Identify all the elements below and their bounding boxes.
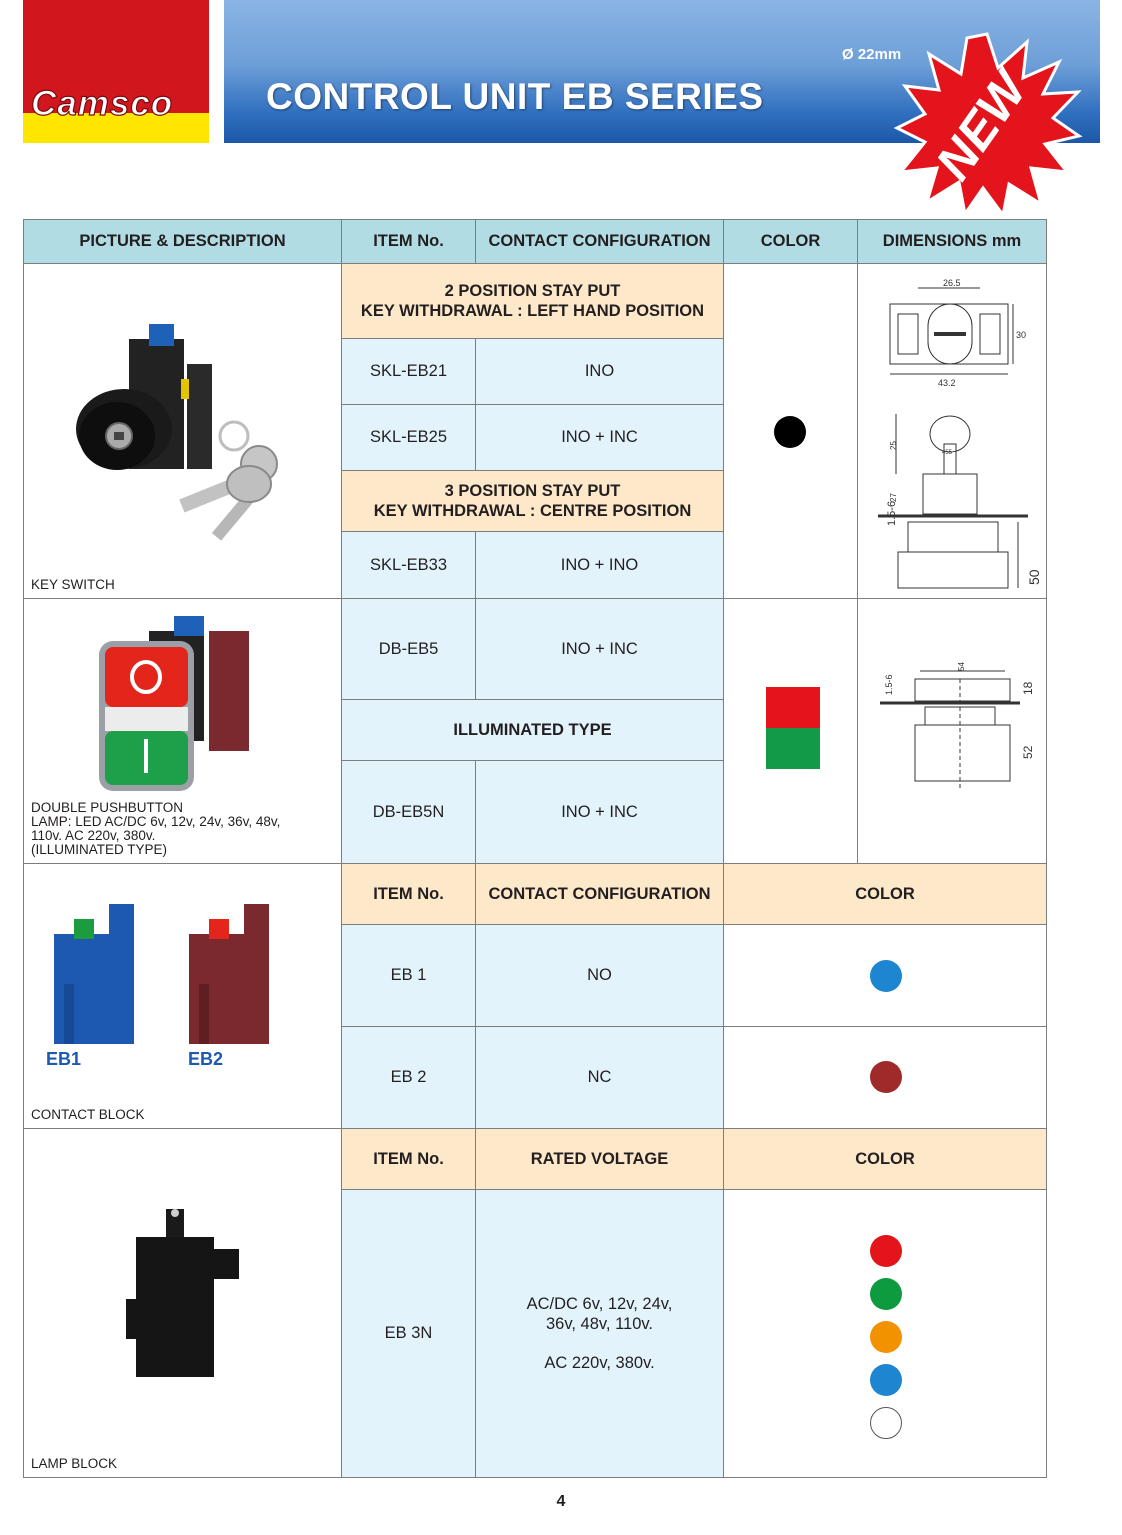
color-swatch-orange: [870, 1321, 902, 1353]
product-table: [23, 219, 1047, 1478]
config-cell: INO + INC: [475, 760, 724, 864]
dim-body-height: 27: [889, 493, 898, 502]
dim-key-height: 25: [889, 441, 898, 450]
desc-line: LAMP: LED AC/DC 6v, 12v, 24v, 36v, 48v,: [31, 814, 281, 829]
dim-panel: 1.5-6: [886, 500, 898, 526]
key-switch-picture-cell: [23, 263, 342, 599]
color-swatch-blue: [870, 1364, 902, 1396]
group1-line1: 2 POSITION STAY PUT: [444, 282, 621, 300]
color-swatch-red: [766, 687, 820, 728]
desc-line: 110v. AC 220v, 380v.: [31, 828, 156, 843]
voltage-cell: [475, 1189, 724, 1478]
dim-total: 50: [1026, 569, 1042, 585]
key-switch-image: [69, 324, 309, 554]
voltage-line: AC/DC 6v, 12v, 24v,: [526, 1295, 673, 1313]
desc-line: DOUBLE PUSHBUTTON: [31, 800, 184, 815]
double-pushbutton-dimension-drawing: [870, 659, 1040, 809]
lamp-block-image: [126, 1209, 246, 1379]
key-switch-color-cell: [723, 263, 858, 599]
key-switch-dimension-drawing: [868, 274, 1042, 594]
item-cell: DB-EB5: [341, 598, 476, 700]
contact-block-description: CONTACT BLOCK: [31, 1107, 145, 1122]
config-cell: NC: [475, 1026, 724, 1129]
double-pushbutton-description: [31, 801, 280, 857]
col-header-dimensions: DIMENSIONS mm: [857, 219, 1047, 264]
item-cell: SKL-EB25: [341, 404, 476, 471]
color-swatch-red: [870, 1235, 902, 1267]
lamp-block-picture-cell: [23, 1128, 342, 1478]
dim-bottom-width: 43.2: [938, 378, 956, 388]
new-starburst-badge: [895, 32, 1080, 217]
color-swatch-blue: [870, 960, 902, 992]
double-pushbutton-image: [99, 611, 259, 791]
color-cell: [723, 924, 1047, 1027]
col-header-voltage: RATED VOLTAGE: [475, 1128, 724, 1190]
dim-head: 18: [1021, 681, 1035, 695]
eb2-image-label: EB2: [188, 1049, 224, 1069]
item-cell: EB 1: [341, 924, 476, 1027]
key-switch-description: KEY SWITCH: [31, 577, 115, 592]
contact-block-picture-cell: [23, 863, 342, 1129]
color-swatch-black: [774, 416, 806, 448]
item-cell: EB 3N: [341, 1189, 476, 1478]
color-swatch-white: [870, 1407, 902, 1439]
col-header-item: ITEM No.: [341, 863, 476, 925]
item-cell: DB-EB5N: [341, 760, 476, 864]
col-header-picture: PICTURE & DESCRIPTION: [23, 219, 342, 264]
config-cell: INO: [475, 338, 724, 405]
double-pushbutton-picture-cell: [23, 598, 342, 864]
dim-key-label: 455: [942, 450, 953, 456]
page-number: 4: [556, 1493, 566, 1510]
group2-line2: KEY WITHDRAWAL : CENTRE POSITION: [373, 502, 692, 520]
dim-width: 54: [957, 662, 966, 671]
color-swatch-brown: [870, 1061, 902, 1093]
key-switch-group1-header: [341, 263, 724, 339]
new-badge-text: NEW: [924, 62, 1038, 190]
col-header-color: COLOR: [723, 1128, 1047, 1190]
voltage-line: 36v, 48v, 110v.: [545, 1315, 653, 1333]
eb1-image-label: EB1: [46, 1049, 82, 1069]
col-header-color: COLOR: [723, 863, 1047, 925]
col-header-contact: CONTACT CONFIGURATION: [475, 219, 724, 264]
double-pushbutton-dimensions-cell: [857, 598, 1047, 864]
dim-panel: 1.5-6: [884, 674, 894, 695]
config-cell: NO: [475, 924, 724, 1027]
dim-top-width: 26.5: [943, 278, 961, 288]
dim-body: 52: [1021, 745, 1035, 759]
group2-line1: 3 POSITION STAY PUT: [444, 482, 621, 500]
color-swatch-green: [766, 728, 820, 769]
key-switch-group2-header: [341, 470, 724, 532]
col-header-item: ITEM No.: [341, 1128, 476, 1190]
page-title: CONTROL UNIT EB SERIES: [266, 76, 764, 117]
contact-block-eb1-image: [54, 904, 134, 1044]
col-header-color: COLOR: [723, 219, 858, 264]
logo-text: Camsco: [31, 84, 174, 123]
lamp-color-cell: [723, 1189, 1047, 1478]
desc-line: (ILLUMINATED TYPE): [31, 842, 168, 857]
config-cell: INO + INO: [475, 531, 724, 599]
color-swatch-green: [870, 1278, 902, 1310]
color-cell: [723, 1026, 1047, 1129]
col-header-contact: CONTACT CONFIGURATION: [475, 863, 724, 925]
voltage-line: AC 220v, 380v.: [544, 1354, 655, 1372]
key-switch-dimensions-cell: [857, 263, 1047, 599]
col-header-item: ITEM No.: [341, 219, 476, 264]
dim-side-height: 30: [1016, 330, 1027, 340]
config-cell: INO + INC: [475, 404, 724, 471]
item-cell: SKL-EB33: [341, 531, 476, 599]
double-pushbutton-color-cell: [723, 598, 858, 864]
item-cell: SKL-EB21: [341, 338, 476, 405]
item-cell: EB 2: [341, 1026, 476, 1129]
illuminated-type-label: ILLUMINATED TYPE: [341, 699, 724, 761]
diameter-label: Ø 22mm: [842, 46, 902, 63]
contact-block-eb2-image: [189, 904, 269, 1044]
lamp-block-description: LAMP BLOCK: [31, 1456, 118, 1471]
camsco-logo: [23, 0, 209, 143]
config-cell: INO + INC: [475, 598, 724, 700]
group1-line2: KEY WITHDRAWAL : LEFT HAND POSITION: [360, 302, 705, 320]
